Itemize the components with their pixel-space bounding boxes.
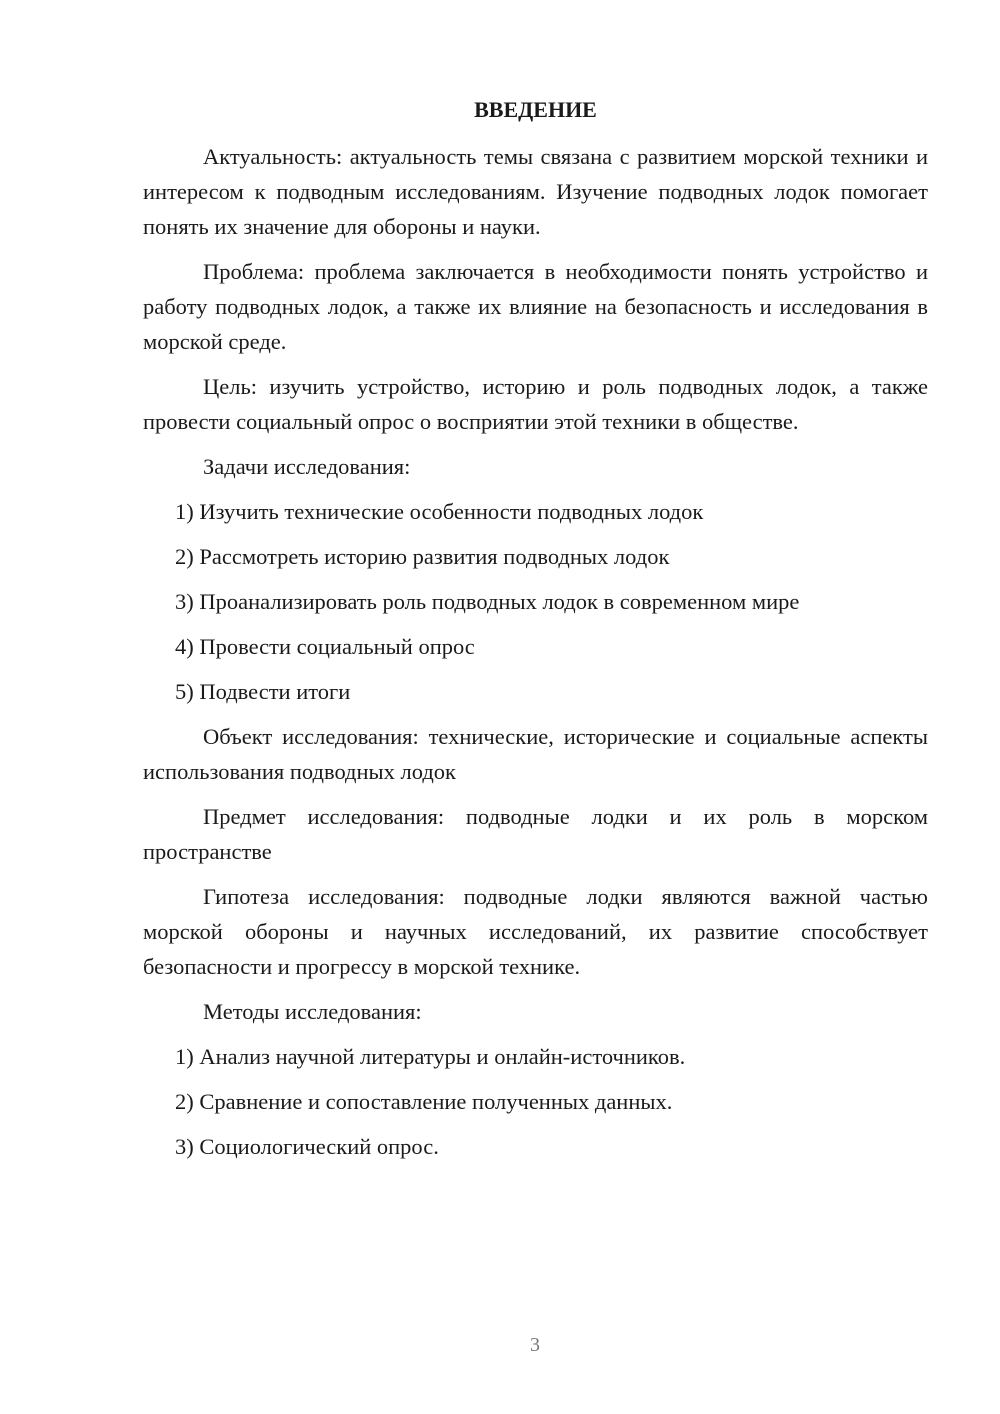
page-title: ВВЕДЕНИЕ [474,97,597,122]
task-item: 1) Изучить технические особенности подводных лодок [175,499,704,524]
goal-paragraph: Цель: изучить устройство, историю и роль подводных лодок, а также провести социальный опрос о восприятии этой техники в обществе. [143,374,928,434]
problem-paragraph: Проблема: проблема заключается в необходимости понять устройство и работу подводных лодок, а также их влияние на безопасность и исследования в морской среде. [143,259,928,354]
task-item: 2) Рассмотреть историю развития подводных лодок [175,544,670,569]
hypothesis-paragraph: Гипотеза исследования: подводные лодки являются важной частью морской обороны и научных исследований, их развитие способствует безопасности и прогрессу в морской технике. [143,884,928,979]
relevance-paragraph: Актуальность: актуальность темы связана с развитием морской техники и интересом к подводным исследованиям. Изучение подводных лодок помогает понять их значение для обороны и науки. [143,144,928,239]
tasks-heading: Задачи исследования: [203,454,411,479]
page-number: 3 [530,1334,540,1356]
object-paragraph: Объект исследования: технические, исторические и социальные аспекты использования подводных лодок [143,724,928,784]
task-item: 5) Подвести итоги [175,679,351,704]
method-item: 1) Анализ научной литературы и онлайн-источников. [175,1044,686,1069]
methods-list [143,1039,928,1164]
task-item: 3) Проанализировать роль подводных лодок в современном мире [175,589,800,614]
subject-paragraph: Предмет исследования: подводные лодки и их роль в морском пространстве [143,804,928,864]
task-item: 4) Провести социальный опрос [175,634,475,659]
methods-heading: Методы исследования: [203,999,422,1024]
method-item: 2) Сравнение и сопоставление полученных данных. [175,1089,673,1114]
method-item: 3) Социологический опрос. [175,1134,439,1159]
document-page [143,92,928,1174]
tasks-list [143,494,928,709]
